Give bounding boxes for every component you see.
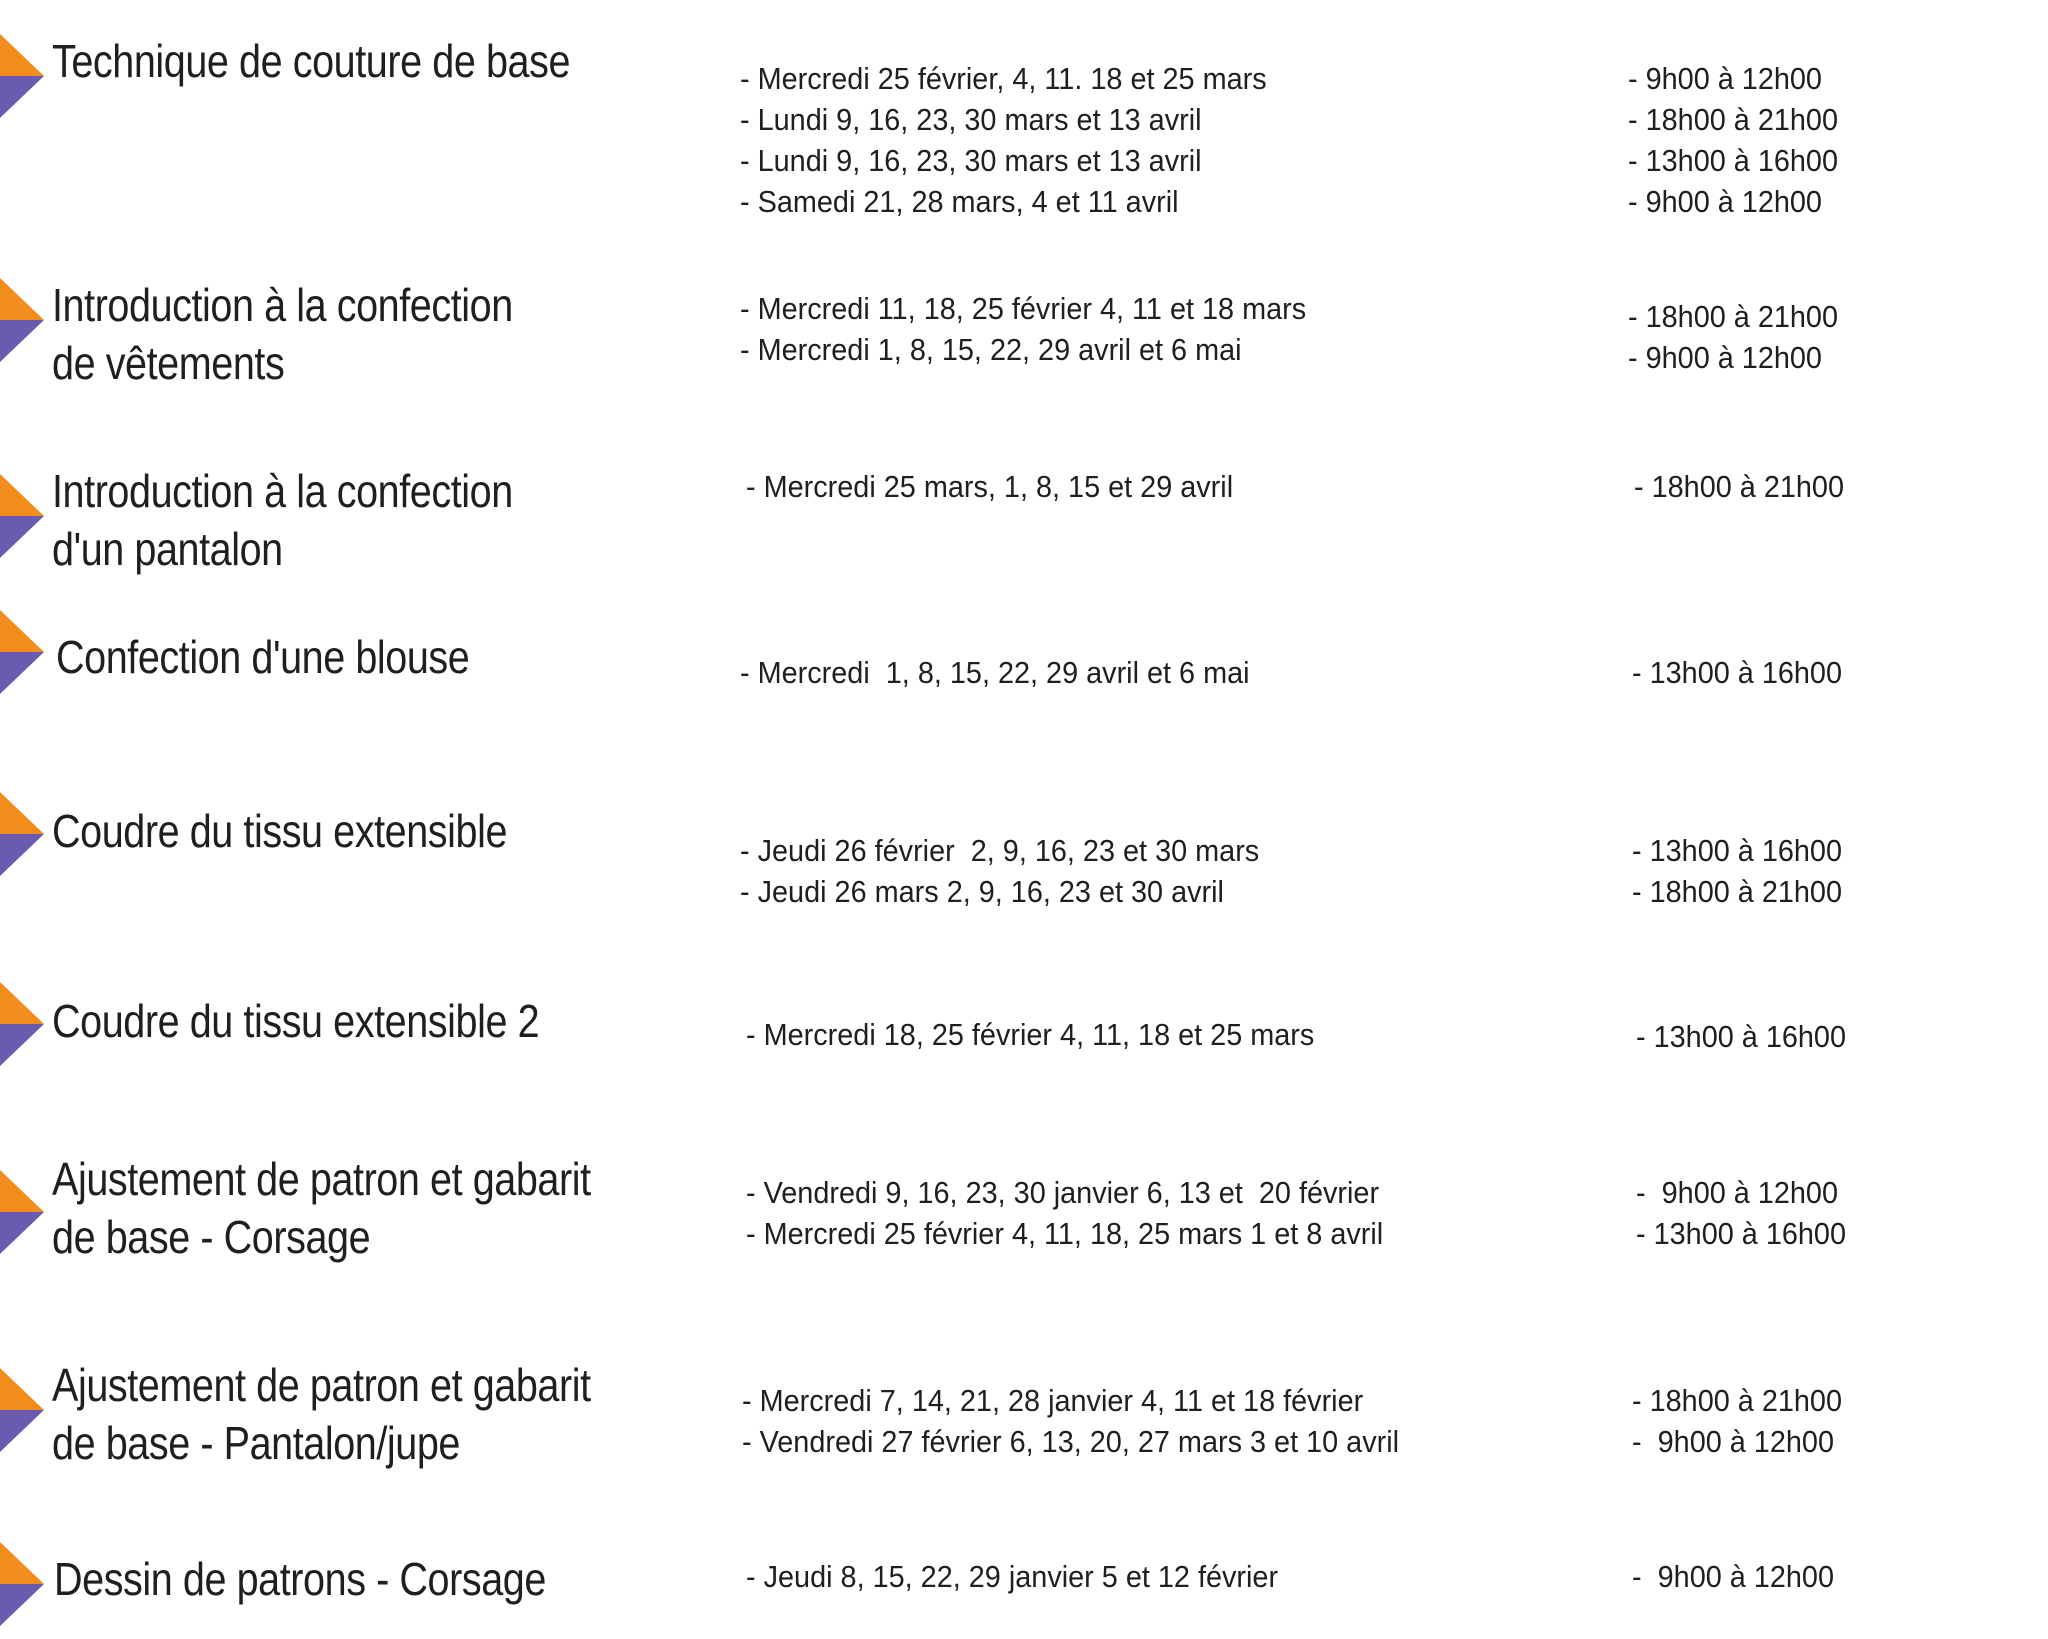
course-title — [52, 462, 513, 578]
triangle-marker-icon — [0, 982, 44, 1066]
time-line: - 9h00 à 12h00 — [1636, 1175, 1838, 1210]
date-line: - Mercredi 1, 8, 15, 22, 29 avril et 6 mai — [740, 332, 1242, 367]
course-times — [1628, 58, 1838, 222]
time-line: - 13h00 à 16h00 — [1628, 143, 1839, 178]
course-times — [1636, 1016, 1846, 1057]
course-title-line: Introduction à la confection — [52, 279, 513, 331]
course-dates — [742, 1380, 1399, 1462]
course-dates — [740, 58, 1267, 222]
date-line: - Jeudi 8, 15, 22, 29 janvier 5 et 12 février — [746, 1559, 1279, 1594]
course-title-line: Technique de couture de base — [52, 35, 571, 87]
triangle-marker-icon — [0, 474, 44, 558]
course-times — [1632, 830, 1842, 912]
triangle-marker-icon — [0, 1170, 44, 1254]
course-times — [1634, 466, 1844, 507]
course-title-line: Dessin de patrons - Corsage — [54, 1553, 546, 1605]
triangle-marker-icon — [0, 610, 44, 694]
course-title — [52, 802, 507, 860]
course-title — [52, 1356, 591, 1472]
course-times — [1632, 652, 1842, 693]
time-line: - 18h00 à 21h00 — [1628, 102, 1839, 137]
time-line: - 9h00 à 12h00 — [1632, 1424, 1834, 1459]
date-line: - Mercredi 7, 14, 21, 28 janvier 4, 11 et 18 février — [742, 1383, 1364, 1418]
time-line: - 9h00 à 12h00 — [1628, 61, 1822, 96]
course-times — [1636, 1172, 1846, 1254]
course-times — [1632, 1556, 1834, 1597]
course-dates — [740, 288, 1306, 370]
time-line: - 9h00 à 12h00 — [1632, 1559, 1834, 1594]
course-title — [52, 1150, 591, 1266]
date-line: - Mercredi 25 février, 4, 11. 18 et 25 mars — [740, 61, 1267, 96]
course-dates — [740, 830, 1259, 912]
time-line: - 13h00 à 16h00 — [1636, 1216, 1847, 1251]
date-line: - Vendredi 9, 16, 23, 30 janvier 6, 13 et 20 février — [746, 1175, 1380, 1210]
triangle-marker-icon — [0, 278, 44, 362]
course-title-line: de base - Corsage — [52, 1211, 371, 1263]
time-line: - 13h00 à 16h00 — [1632, 655, 1843, 690]
time-line: - 13h00 à 16h00 — [1632, 833, 1843, 868]
triangle-marker-icon — [0, 792, 44, 876]
triangle-marker-icon — [0, 1542, 44, 1626]
course-dates — [746, 1014, 1314, 1055]
course-times — [1628, 296, 1838, 378]
date-line: - Lundi 9, 16, 23, 30 mars et 13 avril — [740, 143, 1202, 178]
date-line: - Mercredi 11, 18, 25 février 4, 11 et 18 mars — [740, 291, 1307, 326]
course-dates — [740, 652, 1250, 693]
course-title-line: de vêtements — [52, 337, 285, 389]
course-title-line: Coudre du tissu extensible — [52, 805, 508, 857]
date-line: - Mercredi 18, 25 février 4, 11, 18 et 25 mars — [746, 1017, 1315, 1052]
course-title — [52, 32, 570, 90]
time-line: - 18h00 à 21h00 — [1628, 299, 1839, 334]
date-line: - Mercredi 1, 8, 15, 22, 29 avril et 6 mai — [740, 655, 1250, 690]
time-line: - 13h00 à 16h00 — [1636, 1019, 1847, 1054]
course-title-line: d'un pantalon — [52, 523, 283, 575]
time-line: - 18h00 à 21h00 — [1632, 1383, 1843, 1418]
date-line: - Jeudi 26 mars 2, 9, 16, 23 et 30 avril — [740, 874, 1224, 909]
course-title-line: Confection d'une blouse — [56, 631, 470, 683]
time-line: - 18h00 à 21h00 — [1632, 874, 1843, 909]
date-line: - Jeudi 26 février 2, 9, 16, 23 et 30 mars — [740, 833, 1260, 868]
course-dates — [746, 1172, 1383, 1254]
course-title — [56, 628, 469, 686]
course-title-line: Ajustement de patron et gabarit — [52, 1359, 591, 1411]
course-title-line: Introduction à la confection — [52, 465, 513, 517]
course-title-line: de base - Pantalon/jupe — [52, 1417, 461, 1469]
time-line: - 18h00 à 21h00 — [1634, 469, 1845, 504]
date-line: - Vendredi 27 février 6, 13, 20, 27 mars 3 et 10 avril — [742, 1424, 1400, 1459]
date-line: - Mercredi 25 février 4, 11, 18, 25 mars 1 et 8 avril — [746, 1216, 1384, 1251]
course-title-line: Ajustement de patron et gabarit — [52, 1153, 591, 1205]
triangle-marker-icon — [0, 1368, 44, 1452]
time-line: - 9h00 à 12h00 — [1628, 340, 1822, 375]
course-dates — [746, 1556, 1278, 1597]
time-line: - 9h00 à 12h00 — [1628, 184, 1822, 219]
course-title-line: Coudre du tissu extensible 2 — [52, 995, 540, 1047]
date-line: - Samedi 21, 28 mars, 4 et 11 avril — [740, 184, 1179, 219]
course-title — [54, 1550, 546, 1608]
course-title — [52, 276, 513, 392]
triangle-marker-icon — [0, 34, 44, 118]
date-line: - Lundi 9, 16, 23, 30 mars et 13 avril — [740, 102, 1202, 137]
course-title — [52, 992, 539, 1050]
course-dates — [746, 466, 1233, 507]
date-line: - Mercredi 25 mars, 1, 8, 15 et 29 avril — [746, 469, 1234, 504]
course-times — [1632, 1380, 1842, 1462]
